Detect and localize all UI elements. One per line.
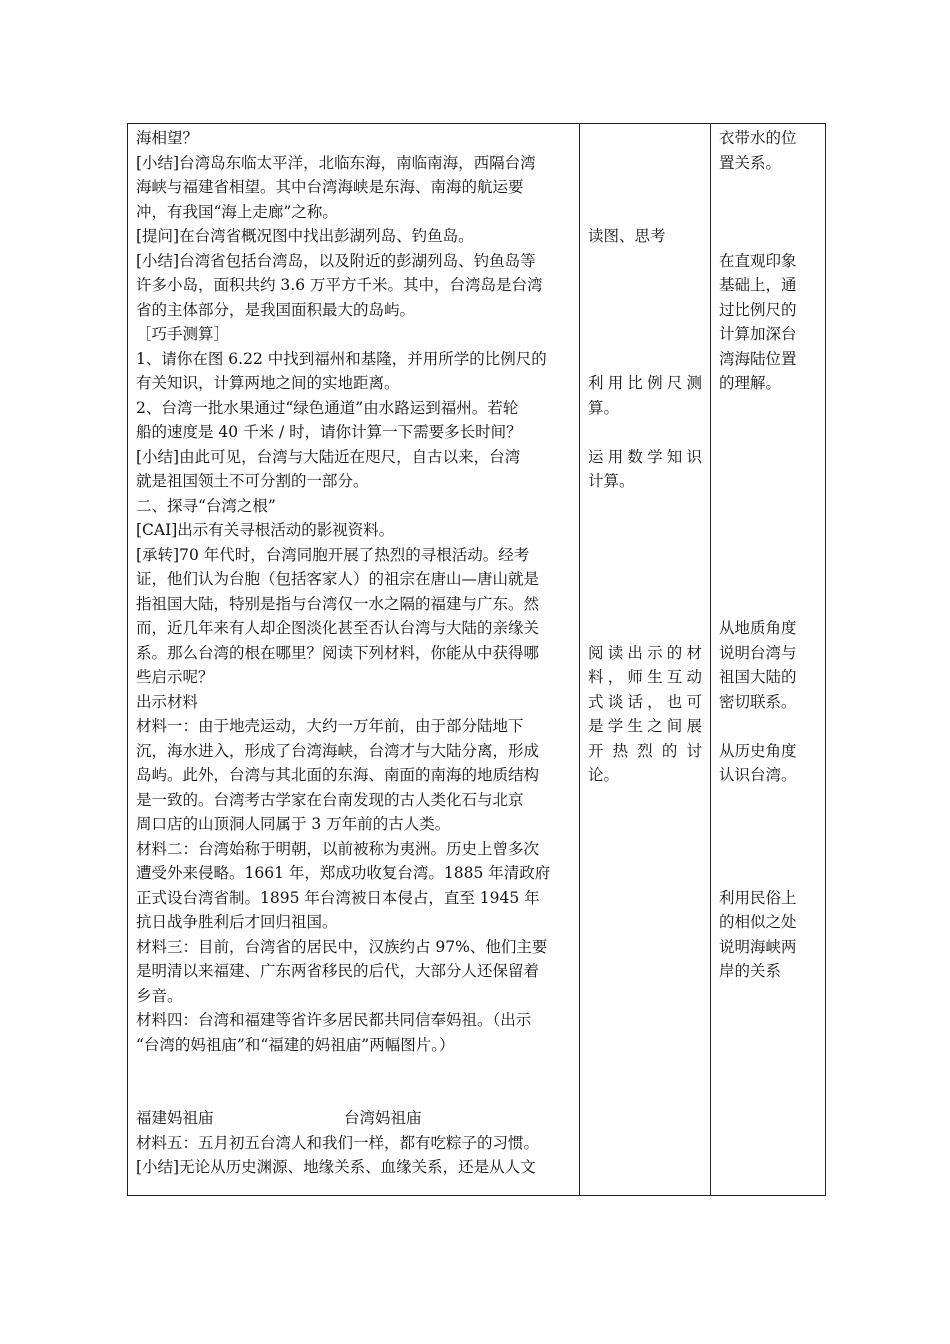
activity-discuss-line: 式谈话，也可: [588, 692, 702, 711]
text-line: “台湾的妈祖庙”和“福建的妈祖庙”两幅图片。）: [136, 1035, 455, 1054]
activity-math-line: 计算。: [588, 472, 635, 490]
caption-fujian-temple: 福建妈祖庙: [136, 1109, 214, 1127]
text-line: 二、探寻“台湾之根”: [136, 496, 276, 515]
activity-discuss-line: 论。: [588, 766, 620, 784]
intent-line: 在直观印象: [719, 251, 797, 270]
text-line: 沉，海水进入，形成了台湾海峡，台湾才与大陆分离，形成: [136, 741, 540, 760]
table-row: [128, 124, 826, 1196]
text-line: 周口店的山顶洞人同属于 3 万年前的古人类。: [136, 815, 451, 833]
intent-line: 衣带水的位: [719, 129, 797, 147]
intent-line: 置关系。: [719, 153, 782, 172]
intent-line: 基础上，通: [719, 276, 797, 294]
caption-taiwan-temple: 台湾妈祖庙: [344, 1109, 422, 1127]
text-line: [小结]无论从历史渊源、地缘关系、血缘关系，还是从人文: [136, 1158, 536, 1176]
text-line: 省的主体部分，是我国面积最大的岛屿。: [136, 300, 416, 319]
activity-discuss-line: 开热烈的讨: [588, 741, 702, 760]
text-line: 海峡与福建省相望。其中台湾海峡是东海、南海的航运要: [136, 178, 524, 196]
intent-line: 从地质角度: [719, 619, 797, 637]
design-intent-cell: [711, 124, 826, 1196]
text-line: 正式设台湾省制。1895 年台湾被日本侵占，直至 1945 年: [136, 888, 540, 907]
text-line: 材料三：目前，台湾省的居民中，汉族约占 97%、他们主要: [136, 937, 548, 956]
intent-line: 说明台湾与: [719, 643, 797, 662]
activity-math-line: 运用数学知识: [588, 447, 702, 466]
text-line: 2、台湾一批水果通过“绿色通道”由水路运到福州。若轮: [136, 398, 519, 417]
student-activity-cell: [580, 124, 711, 1196]
text-line: 岛屿。此外，台湾与其北面的东海、南面的南海的地质结构: [136, 766, 540, 784]
activity-discuss-line: 料，师生互动: [588, 668, 702, 686]
intent-line: 湾海陆位置: [719, 349, 797, 368]
text-line: 许多小岛，面积共约 3.6 万平方千米。其中，台湾岛是台湾: [136, 276, 543, 294]
intent-line: 的理解。: [719, 374, 782, 392]
text-line: [小结]台湾省包括台湾岛，以及附近的彭湖列岛、钓鱼岛等: [136, 251, 536, 270]
text-line: 出示材料: [136, 692, 199, 711]
intent-line: 从历史角度: [719, 741, 797, 760]
text-line: 1、请你在图 6.22 中找到福州和基隆，并用所学的比例尺的: [136, 349, 547, 368]
image-placeholder-space: [136, 1082, 571, 1107]
text-line: 遭受外来侵略。1661 年，郑成功收复台湾。1885 年清政府: [136, 864, 551, 882]
intent-line: 过比例尺的: [719, 300, 797, 319]
text-line: 就是祖国领土不可分割的一部分。: [136, 472, 369, 490]
text-line: [承转]70 年代时，台湾同胞开展了热烈的寻根活动。经考: [136, 545, 530, 564]
intent-line: 的相似之处: [719, 913, 797, 931]
intent-line: 计算加深台: [719, 325, 797, 343]
text-line: [CAI]出示有关寻根活动的影视资料。: [136, 521, 395, 539]
text-line: ［巧手测算］: [136, 325, 230, 343]
text-line: [小结]由此可见，台湾与大陆近在咫尺，自古以来，台湾: [136, 447, 521, 466]
teaching-content-cell: [128, 124, 580, 1196]
text-line: 是明清以来福建、广东两省移民的后代，大部分人还保留着: [136, 962, 540, 980]
text-line: 冲，有我国“海上走廊”之称。: [136, 202, 338, 221]
text-line: [提问]在台湾省概况图中找出彭湖列岛、钓鱼岛。: [136, 227, 474, 245]
text-line: 指祖国大陆，特别是指与台湾仅一水之隔的福建与广东。然: [136, 594, 540, 613]
activity-discuss-line: 是学生之间展: [588, 717, 702, 735]
intent-line: 祖国大陆的: [719, 668, 797, 686]
text-line: 些启示呢？: [136, 668, 214, 686]
text-line: 材料四：台湾和福建等省许多居民都共同信奉妈祖。（出示: [136, 1011, 532, 1029]
intent-line: 利用民俗上: [719, 888, 797, 907]
intent-line: 密切联系。: [719, 692, 797, 711]
text-line: 乡音。: [136, 986, 183, 1005]
text-line: 材料二：台湾始称于明朝，以前被称为夷洲。历史上曾多次: [136, 839, 540, 858]
activity-read-think: 读图、思考: [588, 227, 666, 245]
text-line: 系。那么台湾的根在哪里？阅读下列材料，你能从中获得哪: [136, 643, 540, 662]
text-line: 而，近几年来有人却企图淡化甚至否认台湾与大陆的亲缘关: [136, 619, 540, 637]
text-line: 海相望？: [136, 129, 199, 147]
text-line: [小结]台湾岛东临太平洋，北临东海，南临南海，西隔台湾: [136, 153, 536, 172]
activity-scale-line: 利用比例尺测: [588, 374, 702, 392]
text-line: 船的速度是 40 千米 / 时，请你计算一下需要多长时间？: [136, 423, 522, 441]
text-line: 是一致的。台湾考古学家在台南发现的古人类化石与北京: [136, 790, 524, 809]
text-line: 材料五：五月初五台湾人和我们一样，都有吃粽子的习惯。: [136, 1133, 540, 1152]
text-line: 材料一：由于地壳运动，大约一万年前，由于部分陆地下: [136, 717, 524, 735]
intent-line: 认识台湾。: [719, 766, 797, 784]
text-line: 有关知识，计算两地之间的实地距离。: [136, 374, 400, 392]
lesson-plan-table: [127, 123, 826, 1196]
intent-line: 岸的关系: [719, 962, 782, 980]
text-line: 抗日战争胜利后才回归祖国。: [136, 913, 338, 931]
intent-line: 说明海峡两: [719, 937, 797, 956]
activity-discuss-line: 阅读出示的材: [588, 643, 702, 662]
image-captions: [136, 1106, 571, 1131]
activity-scale-line: 算。: [588, 398, 620, 417]
image-placeholder-space: [136, 1057, 571, 1082]
text-line: 证，他们认为台胞（包括客家人）的祖宗在唐山—唐山就是: [136, 570, 540, 588]
